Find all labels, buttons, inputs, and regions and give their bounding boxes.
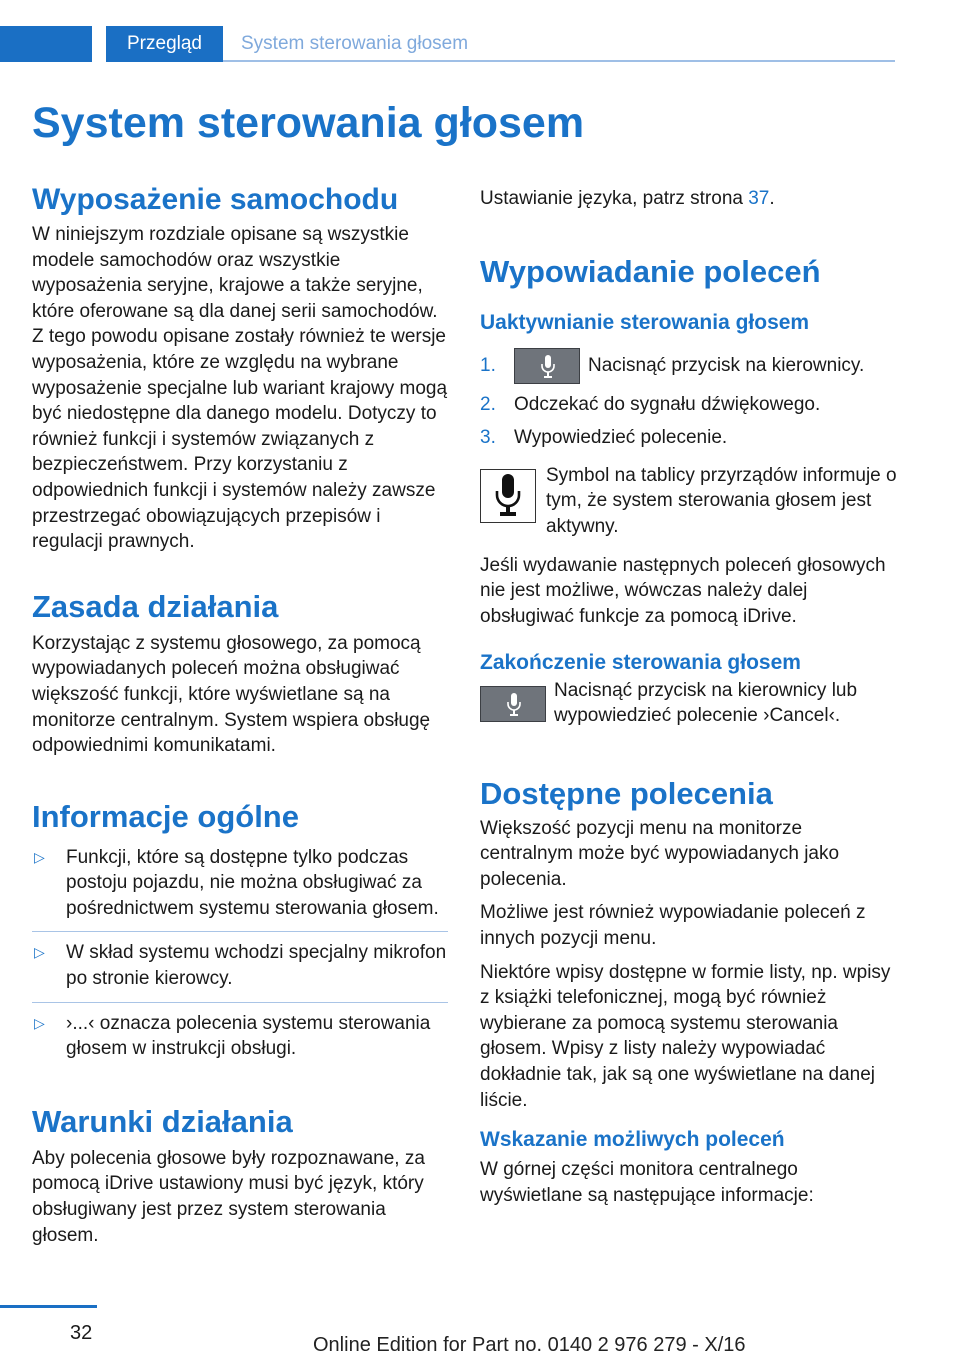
bullet-divider xyxy=(32,1002,448,1003)
idrive-note: Jeśli wydawanie następnych poleceń głosowych nie jest możliwe, wówczas należy dalej obsługiwać funkcje za pomocą iDrive. xyxy=(480,554,886,627)
section-title-available: Dostępne polecenia xyxy=(480,775,773,811)
conditions-body: Aby polecenia głosowe były rozpoznawane, za pomocą iDrive ustawiony musi być język, który obsługiwany jest przez system sterowania głosem. xyxy=(32,1147,425,1246)
steering-wheel-voice-button-icon xyxy=(480,686,546,722)
subsection-title-activate: Uaktywnianie sterowania głosem xyxy=(480,310,810,334)
footer-accent-bar xyxy=(0,1305,97,1308)
equipment-body: W niniejszym rozdziale opisane są wszystkie modele samochodów oraz wszystkie wyposażenia seryjne, krajowe a także seryjne, które oferowane są dla danej serii samochodów. Z tego powodu opisane zostały również te wersje wyposażenia, które ze względu na wybrane wyposażenie specjalne lub wariant krajowy mogą być niedostępne dla danego modelu. Dotyczy to również funkcji i systemów związanych z bezpieczeństwem. Przy korzystaniu z odpowiednich funkcji i systemów należy zawsze przestrzegać obowiązujących przepisów i regulacji prawnych. xyxy=(32,224,448,553)
language-setting-text: Ustawianie języka, patrz strona 37. xyxy=(480,188,775,209)
triangle-bullet-icon: ▷ xyxy=(34,1014,45,1031)
bullet-divider xyxy=(32,931,448,932)
section-title-commands: Wypowiadanie poleceń xyxy=(480,253,821,289)
subsection-title-end: Zakończenie sterowania głosem xyxy=(480,650,801,674)
principle-body: Korzystając z systemu głosowego, za pomocą wypowiadanych poleceń można obsługiwać większość funkcji, które wyświetlane są na monitorze centralnym. System wspiera obsługę odpowiednimi komunikatami. xyxy=(32,632,431,757)
microphone-icon xyxy=(505,693,523,717)
list-item: ▷ ›...‹ oznacza polecenia systemu sterowania głosem w instrukcji obsługi. xyxy=(34,1012,431,1060)
bullet-list xyxy=(32,845,448,1072)
indicator-note xyxy=(480,463,900,543)
microphone-icon xyxy=(493,474,523,518)
header-tab[interactable]: Przegląd xyxy=(106,26,223,62)
instrument-cluster-voice-icon xyxy=(480,469,536,523)
list-item: 3. Wypowiedzieć polecenie. xyxy=(480,427,728,449)
list-item: ▷ Funkcji, które są dostępne tylko podczas postoju pojazdu, nie można obsługiwać za pośrednictwem systemu sterowania głosem. xyxy=(34,846,439,919)
steering-wheel-voice-button-icon xyxy=(514,348,580,384)
available-p3: Niektóre wpisy dostępne w formie listy, np. wpisy z książki telefonicznej, mogą być również wybierane za pomocą systemu sterowania głosem. Wpisy z listy należy wypowiadać dokładnie tak, jak są one wyświetlane na danej liście. xyxy=(480,961,891,1111)
steps-list xyxy=(480,348,900,451)
header-accent-bar xyxy=(0,26,92,62)
section-title-conditions: Warunki działania xyxy=(32,1103,293,1139)
list-item: 2. Odczekać do sygnału dźwiękowego. xyxy=(480,393,821,415)
indicator-note-text: Symbol na tablicy przyrządów informuje o tym, że system sterowania głosem jest aktywny. xyxy=(546,464,897,537)
triangle-bullet-icon: ▷ xyxy=(34,944,45,961)
section-title-general: Informacje ogólne xyxy=(32,798,299,834)
subsection-title-possible: Wskazanie możliwych poleceń xyxy=(480,1128,785,1152)
available-p1: Większość pozycji menu na monitorze centralnym może być wypowiadanych jako polecenia. xyxy=(480,817,840,890)
triangle-bullet-icon: ▷ xyxy=(34,848,45,865)
section-title-equipment: Wyposażenie samochodu xyxy=(32,183,399,216)
left-column xyxy=(32,182,448,1248)
page-number: 32 xyxy=(70,1322,93,1344)
available-p4: W górnej części monitora centralnego wyświetlane są następujące informacje: xyxy=(480,1159,814,1206)
end-note xyxy=(480,678,900,730)
end-note-text: Nacisnąć przycisk na kierownicy lub wypowiedzieć polecenie ›Cancel‹. xyxy=(554,679,858,727)
list-item: 1. Nacisnąć przycisk na kierownicy. xyxy=(480,348,900,384)
list-item: ▷ W skład systemu wchodzi specjalny mikrofon po stronie kierowcy. xyxy=(34,942,447,990)
page-link[interactable]: 37 xyxy=(748,188,770,209)
right-column xyxy=(480,182,900,1208)
microphone-icon xyxy=(539,355,557,379)
available-p2: Możliwe jest również wypowiadanie poleceń z innych pozycji menu. xyxy=(480,902,866,949)
page-title: System sterowania głosem xyxy=(32,99,585,147)
breadcrumb[interactable]: System sterowania głosem xyxy=(241,33,469,54)
edition-text: Online Edition for Part no. 0140 2 976 279 - X/16 xyxy=(313,1334,746,1356)
header-divider xyxy=(223,60,895,62)
section-title-principle: Zasada działania xyxy=(32,588,279,624)
